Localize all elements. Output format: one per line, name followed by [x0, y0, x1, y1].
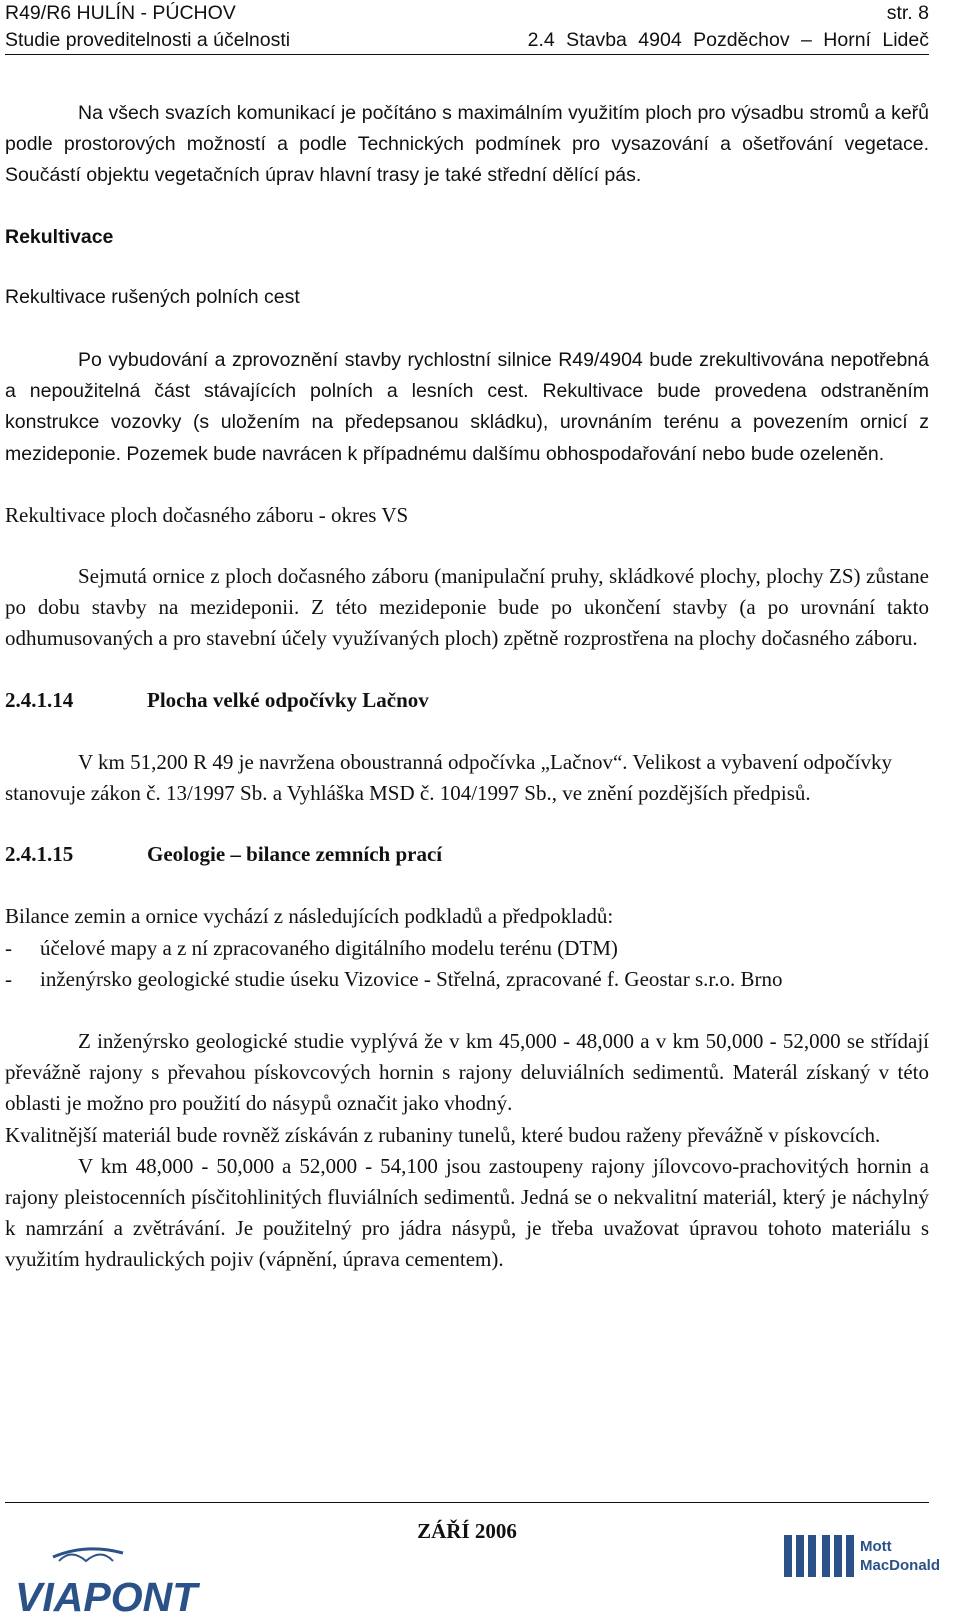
document-code: R49/R6 HULÍN - PÚCHOV [5, 2, 236, 24]
section-heading-2-4-1-15 [5, 839, 929, 870]
list-item [5, 933, 929, 964]
list-bullet: - [5, 966, 12, 991]
page-number: str. 8 [886, 2, 929, 24]
svg-text:VIAPONT: VIAPONT [15, 1574, 198, 1618]
list-item [5, 964, 929, 995]
document-date: ZÁŘÍ 2006 [417, 1519, 517, 1543]
paragraph-temporary-land: Sejmutá ornice z ploch dočasného záboru (manipulační pruhy, skládkové plochy, plochy ZS) zůstane po dobu stavby na mezideponii. Z této mezideponie bude po ukončení stavby (a po urovnání takto odhumusovaných a pro stavební účely využívaných ploch) zpětně rozprostřena na plochy dočasného záboru. [5, 564, 929, 651]
paragraph-geology-2: Kvalitnější materiál bude rovněž získáván z rubaniny tunelů, které budou raženy převážně v pískovcích. [5, 1122, 881, 1147]
list-item-text: inženýrsko geologické studie úseku Vizovice - Střelná, zpracované f. Geostar s.r.o. Brno [40, 966, 783, 991]
section-title: 2.4 Stavba 4904 Pozděchov – Horní Lideč [527, 29, 929, 51]
paragraph-geology-3: V km 48,000 - 50,000 a 52,000 - 54,100 jsou zastoupeny rajony jílovcovo-prachovitých hornin a rajony pleistocenních písčitohlinitých fluviálních sedimentů. Jedná se o nekvalitní materiál, který je náchylný k namrzání a zvětrávání. Je použitelný pro jádra násypů, je třeba uvažovat úpravou tohoto materiálu s využitím hydraulických pojiv (vápnění, úprava cementem). [5, 1153, 929, 1272]
list-bullet: - [5, 935, 12, 960]
subheading-field-roads: Rekultivace rušených polních cest [5, 285, 300, 308]
paragraph-vegetation: Na všech svazích komunikací je počítáno s maximálním využitím ploch pro výsadbu stromů a keřů podle prostorových možností a podle Technických podmínek pro vysazování a ošetřování vegetace. Součástí objektu vegetačních úprav hlavní trasy je také střední dělící pás. [5, 102, 929, 187]
logo-line-1: Mott [860, 1538, 892, 1555]
logo-line-2: MacDonald [860, 1557, 941, 1574]
section-title: Geologie – bilance zemních prací [147, 842, 443, 867]
section-heading-2-4-1-14 [5, 685, 929, 716]
page-header [5, 0, 929, 55]
section-number: 2.4.1.15 [5, 842, 74, 867]
document-body [5, 98, 929, 1276]
subheading-temporary-land: Rekultivace ploch dočasného záboru - okres VS [5, 502, 409, 527]
section-title: Plocha velké odpočívky Lačnov [147, 687, 429, 712]
page-footer [5, 1502, 941, 1618]
mott-macdonald-logo [780, 1523, 940, 1583]
heading-rekultivace: Rekultivace [5, 225, 114, 248]
section-number: 2.4.1.14 [5, 687, 74, 712]
study-title: Studie proveditelnosti a účelnosti [5, 29, 291, 51]
list-item-text: účelové mapy a z ní zpracovaného digitálního modelu terénu (DTM) [40, 935, 618, 960]
paragraph-field-roads: Po vybudování a zprovoznění stavby rychlostní silnice R49/4904 bude zrekultivována nepotřebná a nepoužitelná část stávajících polních a lesních cest. Rekultivace bude provedena odstraněním konstrukce vozovky (s uložením na předepsanou skládku), urovnáním terénu a povezením ornicí z mezideponie. Pozemek bude navrácen k případnému dalšímu obhospodařování nebo bude ozeleněn. [5, 349, 929, 465]
paragraph-rest-area: V km 51,200 R 49 je navržena oboustranná odpočívka „Lačnov“. Velikost a vybavení odpočívky stanovuje zákon č. 13/1997 Sb. a Vyhláška MSD č. 104/1997 Sb., ve znění pozdějších předpisů. [5, 749, 892, 806]
paragraph-geology-1: Z inženýrsko geologické studie vyplývá že v km 45,000 - 48,000 a v km 50,000 - 52,000 se střídají převážně rajony s převahou pískovcových hornin s rajony deluviálních sedimentů. Materál získaný v této oblasti je možno pro použití do násypů označit jako vhodný. [5, 1029, 929, 1116]
paragraph-balance-intro: Bilance zemin a ornice vychází z následujících podkladů a předpokladů: [5, 904, 614, 929]
